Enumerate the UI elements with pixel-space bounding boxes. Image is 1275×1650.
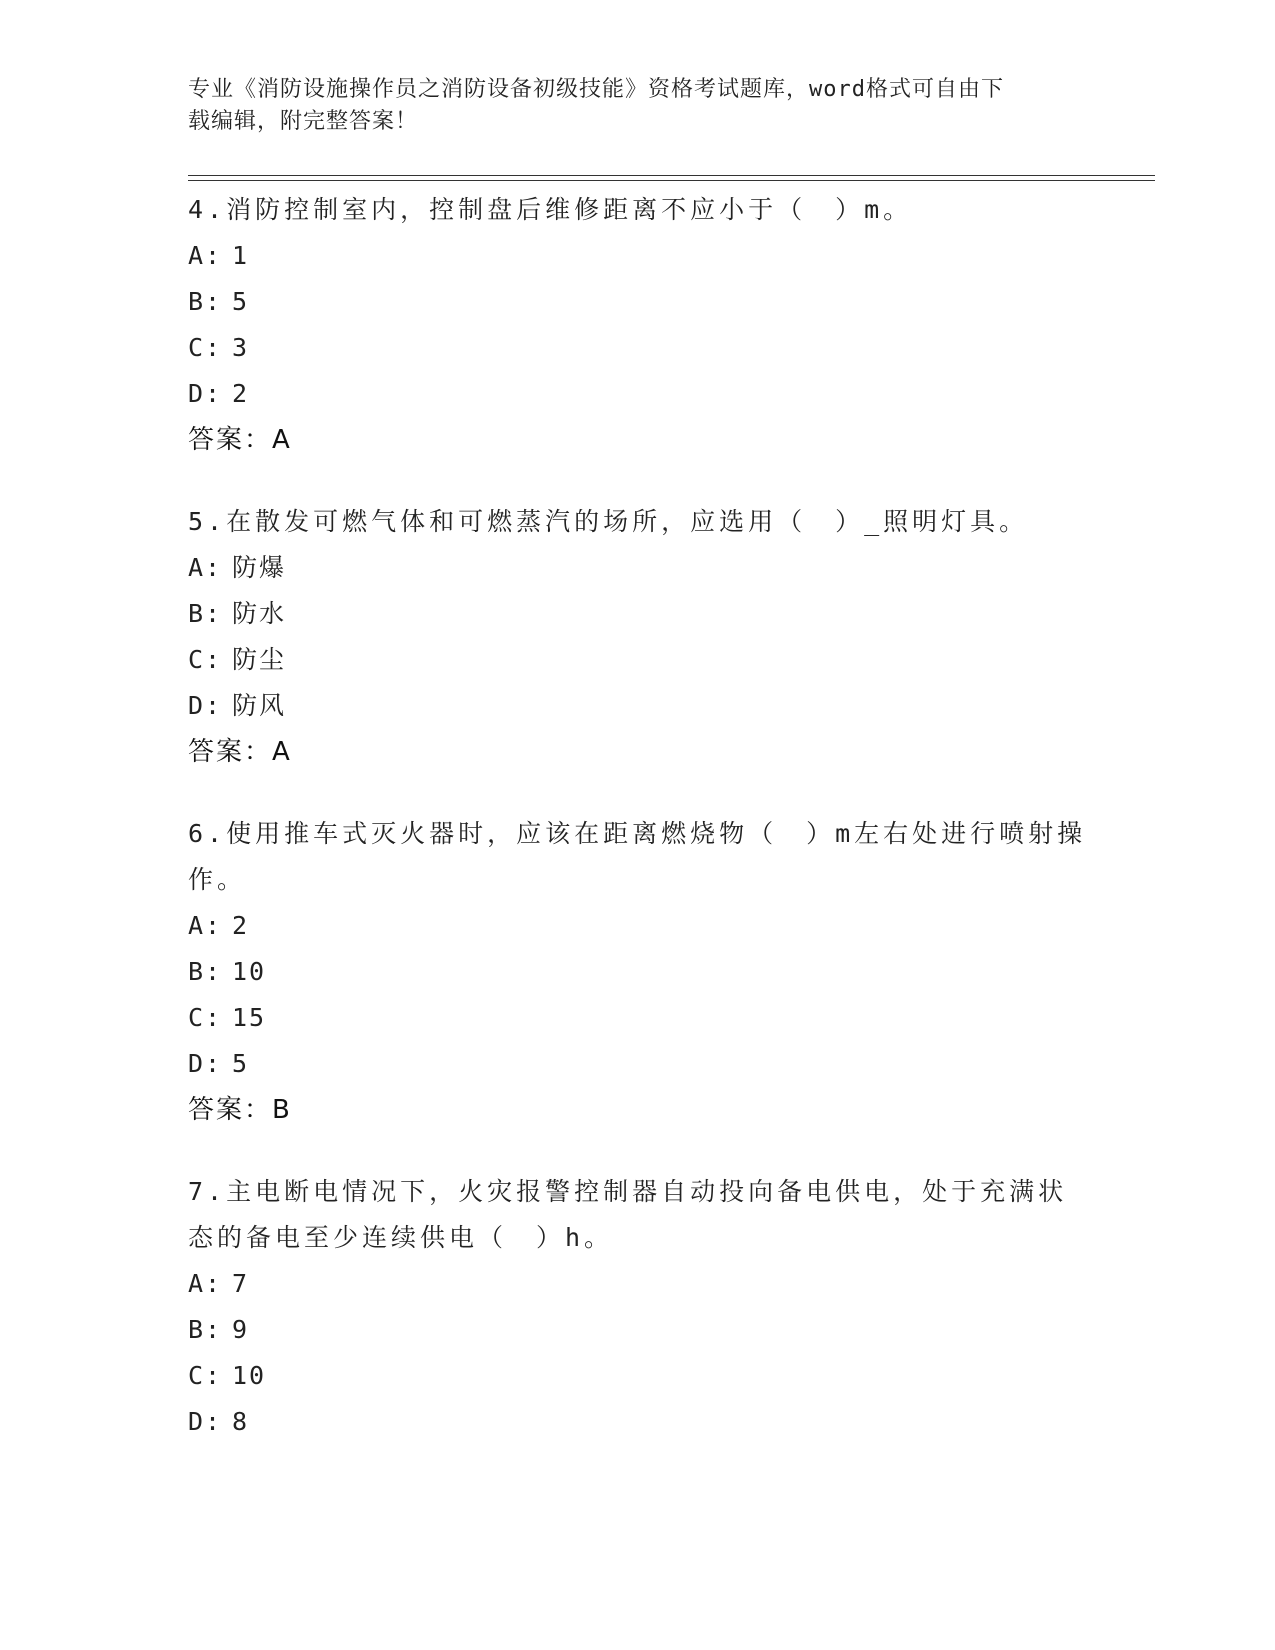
answer-label: 答案：A xyxy=(188,737,292,767)
option-d: D: 2 xyxy=(188,379,250,408)
option-b: B: 防水 xyxy=(188,599,287,628)
header-line-1: 专业《消防设施操作员之消防设备初级技能》资格考试题库，word格式可自由下 xyxy=(188,77,1004,102)
option-a: A: 7 xyxy=(188,1269,250,1298)
question-stem-line-2: 作。 xyxy=(188,865,247,894)
question-stem: 5.在散发可燃气体和可燃蒸汽的场所，应选用（ ）_照明灯具。 xyxy=(188,507,1029,536)
header-rule-bottom xyxy=(188,180,1155,181)
option-b: B: 10 xyxy=(188,957,267,986)
option-d: D: 5 xyxy=(188,1049,250,1078)
question-stem-line-1: 6.使用推车式灭火器时，应该在距离燃烧物（ ）m左右处进行喷射操 xyxy=(188,819,1087,848)
option-c: C: 防尘 xyxy=(188,645,287,674)
question-stem-line-2: 态的备电至少连续供电（ ）h。 xyxy=(188,1223,614,1252)
option-d: D: 防风 xyxy=(188,691,287,720)
question-6 xyxy=(188,811,1088,1133)
header-line-2: 载编辑，附完整答案！ xyxy=(188,109,419,134)
header-rule-top xyxy=(188,175,1155,176)
question-stem: 4.消防控制室内，控制盘后维修距离不应小于（ ）m。 xyxy=(188,195,913,224)
option-a: A: 防爆 xyxy=(188,553,287,582)
option-a: A: 2 xyxy=(188,911,250,940)
option-d: D: 8 xyxy=(188,1407,250,1436)
question-5 xyxy=(188,499,1088,775)
document-header xyxy=(188,74,1068,138)
answer-label: 答案：A xyxy=(188,425,292,455)
option-c: C: 10 xyxy=(188,1361,267,1390)
option-b: B: 9 xyxy=(188,1315,250,1344)
question-4 xyxy=(188,187,1088,463)
question-7 xyxy=(188,1169,1088,1445)
question-stem-line-1: 7.主电断电情况下，火灾报警控制器自动投向备电供电，处于充满状 xyxy=(188,1177,1068,1206)
option-c: C: 15 xyxy=(188,1003,267,1032)
option-a: A: 1 xyxy=(188,241,250,270)
option-b: B: 5 xyxy=(188,287,250,316)
answer-label: 答案：B xyxy=(188,1095,292,1125)
option-c: C: 3 xyxy=(188,333,250,362)
